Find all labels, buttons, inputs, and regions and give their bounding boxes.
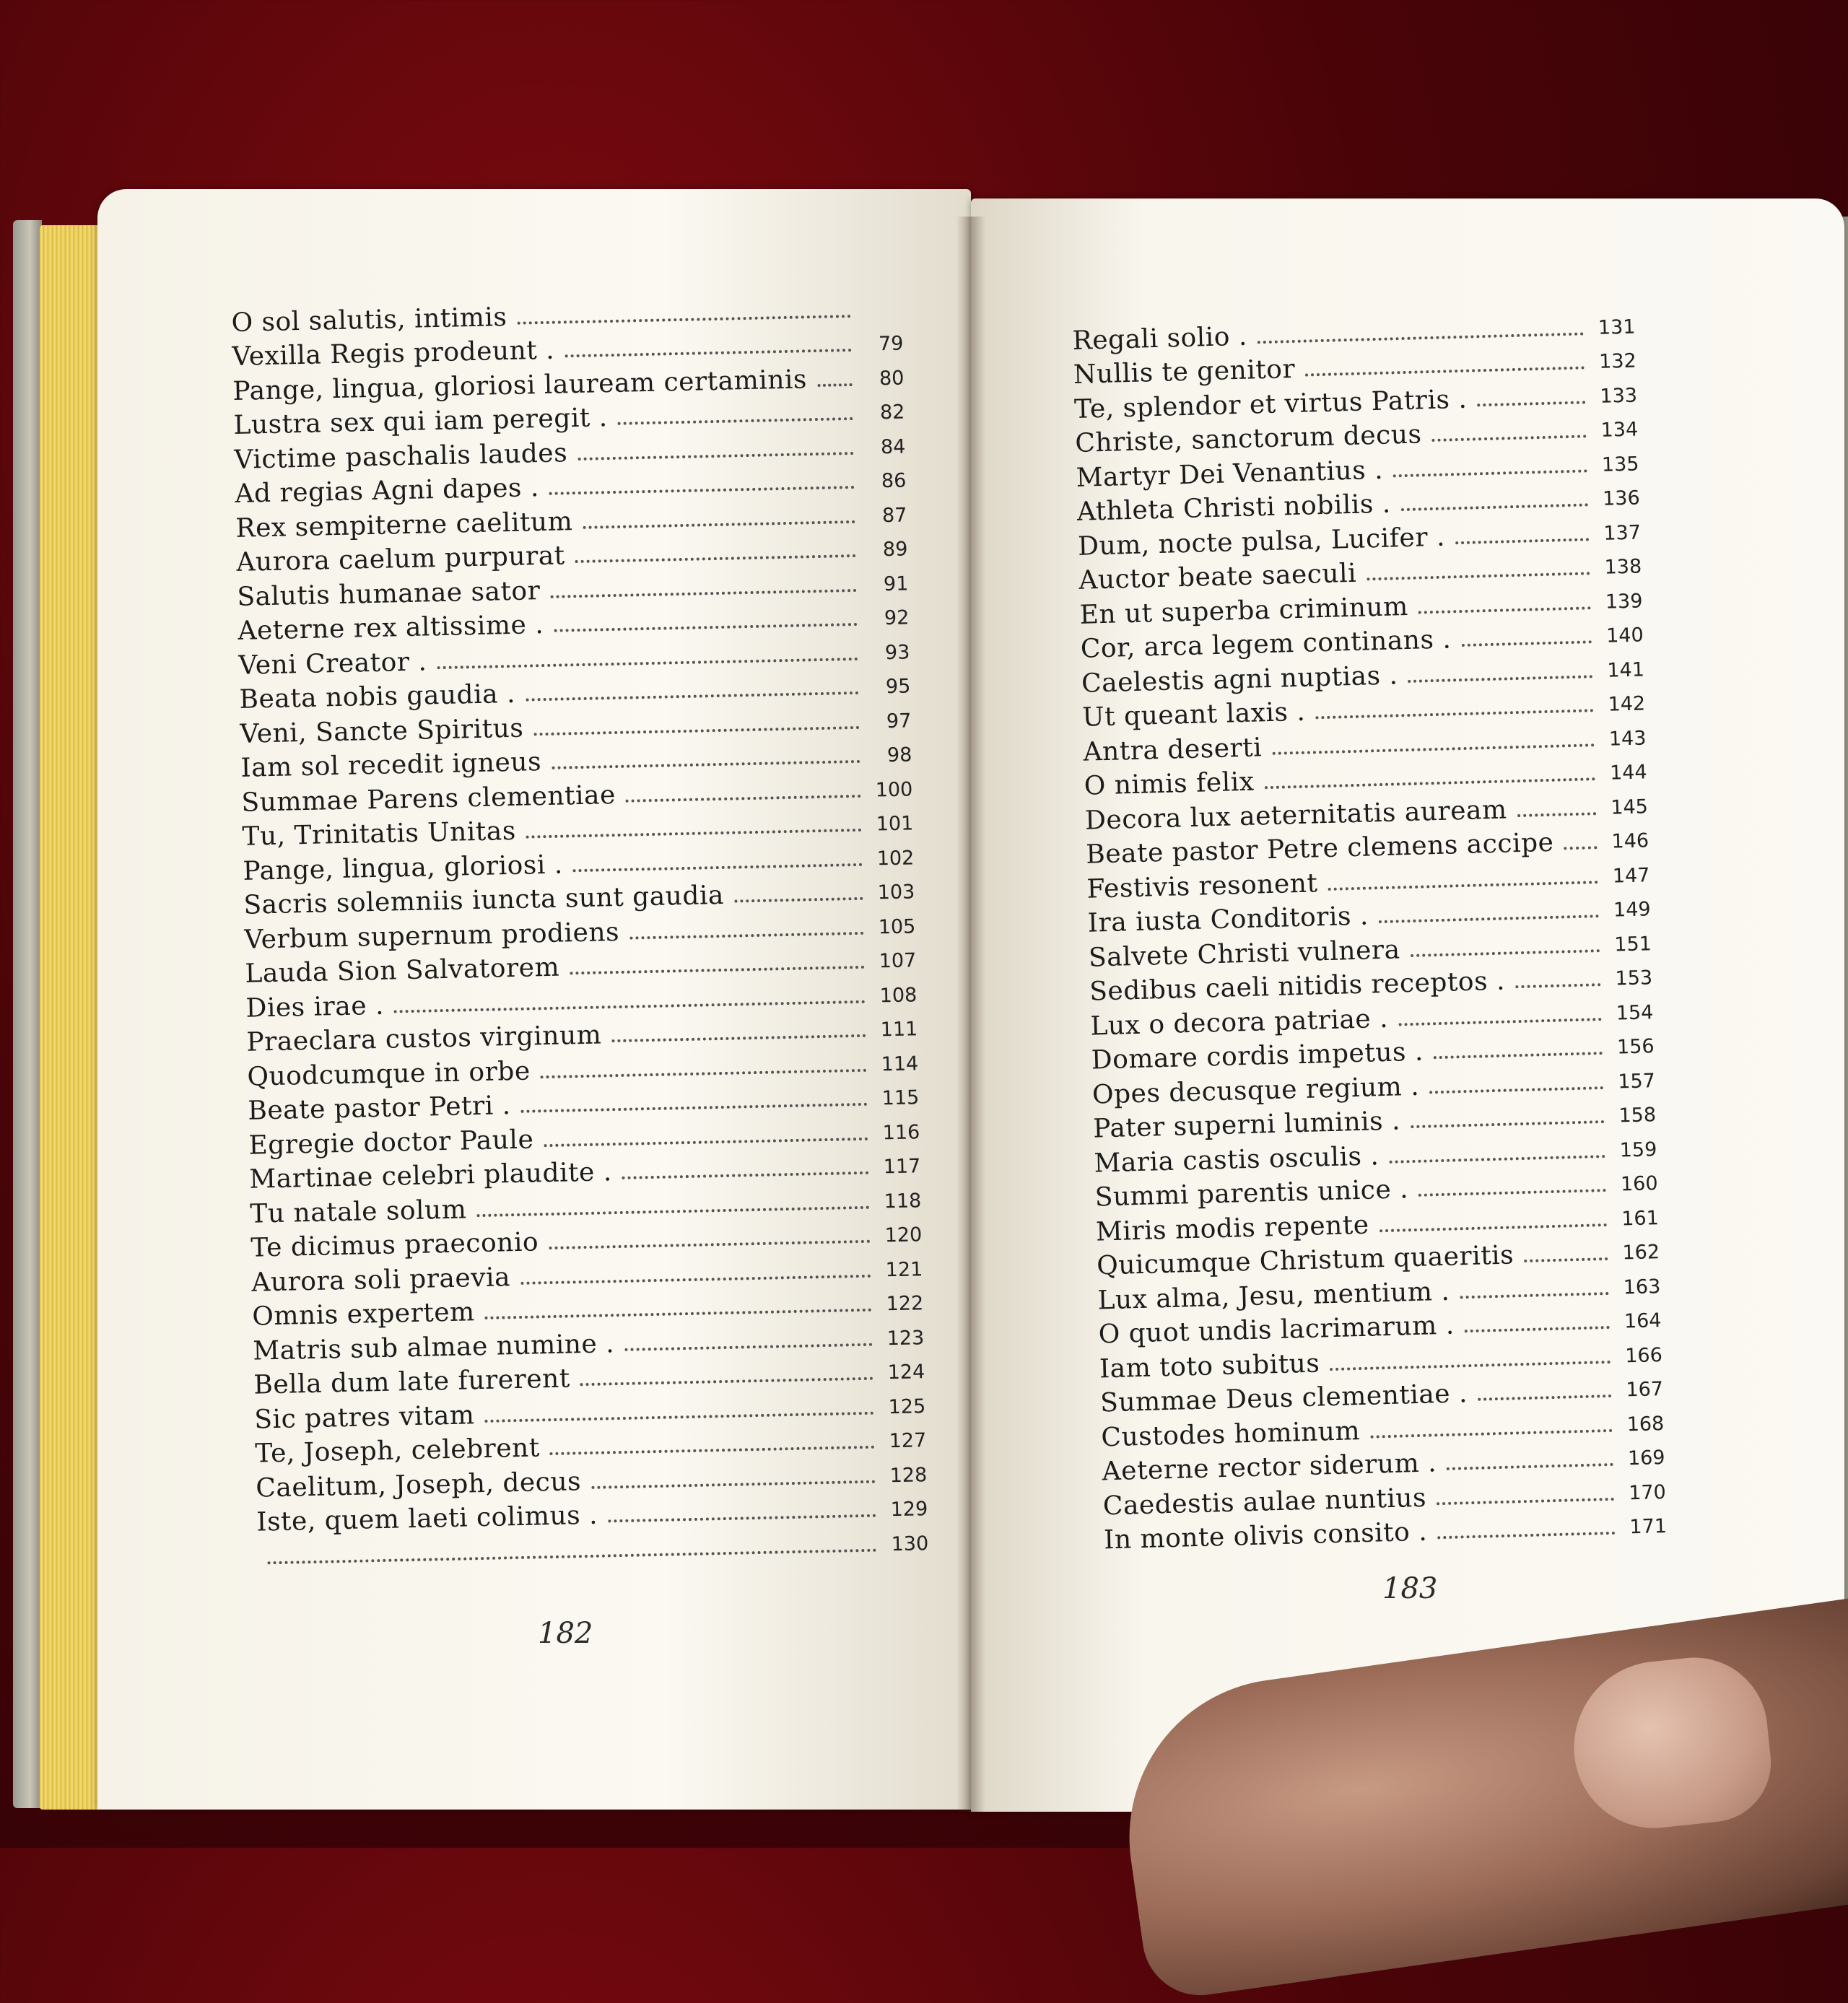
toc-leader-dots	[394, 1000, 865, 1013]
toc-entry-title: Christe, sanctorum decus	[1074, 419, 1422, 458]
toc-leader-dots	[550, 1446, 875, 1455]
toc-entry-page: 136	[1602, 486, 1641, 510]
toc-leader-dots	[1465, 1326, 1610, 1332]
toc-entry-page: 79	[878, 332, 904, 356]
toc-leader-dots	[550, 588, 856, 598]
toc-entry-title: Aurora caelum purpurat	[236, 541, 566, 577]
gilt-page-edges	[40, 225, 101, 1810]
toc-entry-page: 146	[1611, 829, 1649, 853]
toc-leader-dots	[1418, 1189, 1606, 1197]
toc-entry-page: 154	[1616, 1000, 1654, 1025]
toc-entry-title: Sacris solemniis iuncta sunt gaudia	[243, 880, 725, 920]
toc-entry-page: 137	[1603, 520, 1642, 545]
toc-entry-title: Opes decusque regium .	[1091, 1071, 1420, 1110]
toc-leader-dots	[485, 1411, 874, 1422]
toc-entry-page: 135	[1601, 453, 1639, 476]
toc-entry-page: 124	[887, 1361, 925, 1384]
toc-entry-title: Iam sol recedit igneus	[240, 747, 542, 783]
toc-leader-dots	[565, 349, 851, 357]
toc-entry-page: 129	[890, 1498, 928, 1522]
toc-entry-page: 151	[1613, 932, 1652, 956]
toc-leader-dots	[526, 691, 858, 702]
toc-leader-dots	[1429, 1086, 1603, 1094]
toc-leader-dots	[1328, 881, 1598, 891]
toc-entry-page: 97	[886, 709, 912, 733]
toc-leader-dots	[1461, 640, 1591, 647]
toc-entry-title: Rex sempiterne caelitum	[235, 506, 573, 544]
toc-left-list	[231, 289, 929, 1572]
toc-leader-dots	[1564, 846, 1598, 850]
toc-entry-page: 100	[875, 777, 913, 801]
page-number-left: 182	[538, 1617, 593, 1650]
toc-leader-dots	[541, 1068, 867, 1078]
toc-entry-page: 87	[881, 503, 907, 527]
toc-leader-dots	[1460, 1291, 1608, 1298]
toc-entry-title: Victime paschalis laudes	[234, 437, 568, 475]
toc-leader-dots	[1265, 777, 1595, 789]
toc-leader-dots	[580, 1377, 873, 1386]
toc-leader-dots	[629, 931, 863, 939]
toc-entry-title: Nullis te genitor	[1073, 354, 1296, 390]
toc-entry-title: In monte olivis consito .	[1103, 1517, 1428, 1555]
toc-entry-page: 159	[1619, 1138, 1657, 1162]
toc-entry-title: Regali solio .	[1072, 321, 1248, 356]
toc-entry-page: 167	[1626, 1378, 1664, 1402]
toc-entry-page: 141	[1606, 658, 1645, 682]
toc-entry-title: Ut queant laxis .	[1081, 697, 1306, 733]
toc-entry-page: 143	[1608, 726, 1647, 751]
toc-entry-title: O sol salutis, intimis	[231, 302, 507, 338]
toc-entry-title: Aurora soli praevia	[250, 1262, 511, 1298]
toc-entry-title: Lauda Sion Salvatorem	[245, 952, 560, 989]
toc-entry-page: 142	[1608, 692, 1646, 716]
toc-entry-title: Cor, arca legem continans .	[1080, 624, 1452, 664]
toc-leader-dots	[1315, 709, 1593, 719]
toc-entry-title: Veni Creator .	[238, 646, 427, 681]
toc-entry-title: Verbum supernum prodiens	[244, 917, 620, 955]
toc-entry-title: Te dicimus praeconio	[250, 1227, 539, 1263]
toc-entry-page: 127	[889, 1429, 927, 1453]
toc-entry-page: 116	[882, 1120, 920, 1144]
toc-leader-dots	[1434, 1052, 1603, 1059]
toc-leader-dots	[549, 1240, 870, 1249]
toc-entry-page: 147	[1612, 863, 1650, 888]
toc-entry-page: 138	[1604, 555, 1642, 579]
toc-entry-title: Festivis resonent	[1086, 868, 1318, 904]
toc-entry-page: 168	[1626, 1412, 1665, 1436]
toc-leader-dots	[1411, 949, 1600, 957]
toc-leader-dots	[624, 1343, 872, 1350]
toc-entry-page: 149	[1613, 898, 1652, 922]
toc-entry-page: 101	[876, 812, 914, 836]
toc-entry-page: 120	[884, 1223, 923, 1247]
toc-entry-page: 115	[881, 1086, 920, 1110]
toc-entry-title: Te, Joseph, celebrent	[254, 1433, 541, 1469]
toc-entry-title: En ut superba criminum	[1079, 591, 1409, 630]
toc-entry-title: Bella dum late furerent	[253, 1363, 571, 1400]
toc-entry-title: Decora lux aeternitatis auream	[1084, 794, 1508, 836]
page-number-right: 183	[1382, 1572, 1438, 1605]
toc-entry-page: 92	[884, 606, 910, 630]
toc-leader-dots	[1379, 915, 1599, 923]
toc-entry-page: 161	[1621, 1206, 1660, 1230]
toc-leader-dots	[1455, 538, 1589, 544]
toc-entry-page: 117	[883, 1155, 921, 1179]
toc-entry-title: Egregie doctor Paule	[248, 1124, 534, 1161]
toc-entry-title: Quodcumque in orbe	[247, 1056, 531, 1092]
toc-leader-dots	[1272, 743, 1594, 755]
toc-leader-dots	[1398, 1018, 1601, 1026]
toc-leader-dots	[1524, 1257, 1608, 1262]
toc-leader-dots	[1437, 1497, 1614, 1504]
toc-entry-title: Pange, lingua, gloriosi .	[243, 850, 564, 886]
toc-leader-dots	[1411, 1120, 1604, 1128]
toc-entry-page: 98	[886, 743, 912, 767]
toc-leader-dots	[1393, 469, 1587, 477]
toc-entry-title: Martinae celebri plaudite .	[249, 1157, 613, 1195]
toc-entry-page: 108	[879, 983, 918, 1007]
toc-leader-dots	[549, 486, 855, 495]
toc-entry-title: Domare cordis impetus .	[1091, 1037, 1424, 1075]
toc-entry-title: Sic patres vitam	[253, 1400, 475, 1435]
toc-leader-dots	[618, 417, 853, 425]
toc-entry-title: Aeterne rector siderum .	[1102, 1448, 1437, 1487]
toc-leader-dots	[1517, 812, 1596, 817]
toc-leader-dots	[1515, 983, 1600, 988]
toc-leader-dots	[608, 1514, 876, 1523]
toc-leader-dots	[583, 520, 855, 528]
toc-entry-page: 134	[1600, 418, 1639, 442]
toc-leader-dots	[521, 1103, 868, 1113]
toc-leader-dots	[544, 1137, 868, 1146]
toc-entry-title: Beate pastor Petre clemens accipe	[1085, 827, 1554, 870]
toc-entry-title: Te, splendor et virtus Patris .	[1073, 384, 1468, 424]
toc-entry-page: 144	[1609, 761, 1648, 785]
toc-entry-page: 82	[879, 401, 905, 424]
toc-entry-title: Martyr Dei Venantius .	[1076, 455, 1384, 493]
toc-entry-title: Tu, Trinitatis Unitas	[242, 816, 517, 852]
toc-entry-page: 145	[1610, 795, 1649, 819]
toc-entry-page: 158	[1618, 1104, 1657, 1127]
toc-entry-title: Praeclara custos virginum	[246, 1020, 602, 1057]
toc-entry-title: O quot undis lacrimarum .	[1098, 1310, 1455, 1350]
toc-entry-page	[864, 320, 903, 321]
toc-entry-title: Matris sub almae numine .	[252, 1328, 615, 1366]
toc-entry-title: Summi parentis unice .	[1094, 1174, 1409, 1213]
toc-entry-page: 171	[1629, 1515, 1668, 1539]
toc-entry-title: Athleta Christi nobilis .	[1076, 489, 1392, 527]
toc-entry-page: 111	[880, 1018, 918, 1042]
toc-entry-title: Lux o decora patriae .	[1090, 1003, 1389, 1042]
book-cover-left-edge	[13, 220, 42, 1808]
toc-leader-dots	[1408, 675, 1593, 683]
toc-entry-title: Iste, quem laeti colimus .	[256, 1500, 598, 1537]
toc-entry-page: 103	[877, 881, 915, 904]
toc-entry-title: Lustra sex qui iam peregit .	[233, 403, 609, 440]
toc-entry-page: 86	[881, 469, 907, 493]
toc-leader-dots	[1330, 1360, 1611, 1370]
toc-entry-title: Veni, Sancte Spiritus	[240, 713, 524, 749]
toc-leader-dots	[573, 863, 863, 871]
toc-leader-dots	[611, 1034, 866, 1042]
toc-entry-title: Beate pastor Petri .	[248, 1091, 511, 1126]
toc-entry-page: 160	[1620, 1172, 1658, 1196]
toc-leader-dots	[1432, 435, 1587, 442]
toc-entry-title: Iam toto subitus	[1099, 1348, 1320, 1384]
toc-entry-title: Salutis humanae sator	[237, 575, 541, 612]
toc-entry-title: Caelitum, Joseph, decus	[255, 1466, 582, 1504]
toc-leader-dots	[1367, 572, 1590, 580]
toc-leader-dots	[1305, 366, 1585, 376]
toc-entry-page: 105	[878, 915, 916, 938]
toc-entry-title: O nimis felix	[1084, 767, 1255, 801]
toc-entry-page: 95	[885, 675, 911, 699]
toc-leader-dots	[1401, 503, 1588, 511]
toc-leader-dots	[520, 1274, 871, 1284]
toc-entry-title: Summae Deus clementiae .	[1099, 1379, 1468, 1418]
toc-entry-page: 157	[1617, 1069, 1656, 1094]
toc-leader-dots	[622, 1171, 869, 1179]
toc-leader-dots	[1447, 1463, 1613, 1470]
toc-entry-title: Sedibus caeli nitidis receptos .	[1089, 966, 1506, 1007]
toc-entry-title: Dies irae .	[245, 990, 385, 1024]
toc-entry-title: Omnis expertem	[251, 1297, 476, 1332]
toc-entry-page: 133	[1600, 384, 1638, 408]
toc-entry-page: 107	[879, 949, 917, 973]
toc-entry-title: Pater superni luminis .	[1092, 1106, 1401, 1144]
toc-entry-title: Maria castis osculis .	[1094, 1140, 1380, 1179]
toc-leader-dots	[1370, 1428, 1612, 1438]
toc-entry-page: 89	[882, 538, 908, 562]
toc-entry-page: 169	[1627, 1446, 1665, 1470]
toc-leader-dots	[554, 623, 857, 632]
toc-entry-page: 128	[889, 1463, 928, 1487]
toc-entry-title: Caedestis aulae nuntius	[1102, 1483, 1427, 1521]
toc-entry-title: Vexilla Regis prodeunt .	[232, 335, 555, 372]
toc-leader-dots	[517, 315, 850, 325]
toc-leader-dots	[485, 1309, 872, 1319]
toc-leader-dots	[734, 897, 863, 903]
toc-entry-title: Lux alma, Jesu, mentium .	[1097, 1276, 1450, 1316]
toc-entry-page: 125	[888, 1395, 926, 1418]
toc-leader-dots	[533, 725, 859, 735]
toc-entry-title: Aeterne rex altissime .	[237, 610, 544, 646]
toc-entry-title: Auctor beate saeculi	[1078, 558, 1357, 595]
toc-right-list	[1072, 307, 1667, 1555]
toc-entry-title: Dum, nocte pulsa, Lucifer .	[1077, 522, 1446, 562]
toc-leader-dots	[1258, 332, 1584, 344]
toc-entry-page: 156	[1616, 1035, 1655, 1059]
toc-entry-page: 140	[1605, 624, 1644, 647]
toc-leader-dots	[817, 383, 853, 387]
toc-leader-dots	[1418, 606, 1591, 614]
book-gutter	[956, 217, 985, 1812]
toc-entry-page: 84	[880, 435, 906, 458]
toc-entry-page: 153	[1615, 966, 1653, 990]
toc-entry-title: Salvete Christi vulnera	[1088, 934, 1401, 973]
toc-entry-page: 163	[1623, 1275, 1661, 1299]
toc-entry-page: 118	[884, 1189, 922, 1213]
toc-entry-title: Pange, lingua, gloriosi lauream certaminis	[232, 364, 808, 406]
toc-entry-page: 102	[876, 846, 915, 870]
toc-entry-page: 91	[883, 572, 909, 595]
toc-entry-page: 93	[884, 640, 910, 664]
toc-leader-dots	[1478, 1395, 1611, 1401]
toc-entry-title: Antra deserti	[1083, 732, 1263, 767]
toc-entry-page: 80	[879, 366, 905, 390]
toc-leader-dots	[1380, 1223, 1607, 1232]
toc-entry-page: 122	[886, 1292, 924, 1316]
toc-entry-page: 132	[1598, 349, 1637, 373]
toc-leader-dots	[476, 1205, 869, 1216]
toc-leader-dots	[578, 451, 853, 460]
toc-entry-title: Miris modis repente	[1095, 1210, 1370, 1247]
toc-entry-page: 162	[1622, 1241, 1660, 1265]
toc-entry-title: Beata nobis gaudia .	[239, 678, 516, 715]
toc-leader-dots	[526, 829, 862, 839]
toc-entry-page: 123	[886, 1326, 925, 1350]
toc-entry-title: Custodes hominum	[1100, 1415, 1361, 1452]
toc-entry-page: 166	[1624, 1343, 1663, 1367]
toc-leader-dots	[1389, 1155, 1605, 1164]
toc-entry-title: Ira iusta Conditoris .	[1087, 901, 1369, 938]
toc-leader-dots	[575, 554, 856, 563]
toc-entry-page: 131	[1598, 315, 1636, 339]
toc-entry-page: 121	[885, 1257, 923, 1281]
toc-entry-title: Tu natale solum	[250, 1194, 467, 1229]
toc-entry-page: 130	[891, 1532, 929, 1555]
toc-leader-dots	[591, 1480, 875, 1488]
toc-entry-page: 114	[881, 1052, 919, 1075]
toc-leader-dots	[626, 794, 861, 802]
toc-entry-title: Quicumque Christum quaeritis	[1096, 1240, 1514, 1281]
toc-leader-dots	[1477, 401, 1585, 406]
toc-entry-page: 170	[1628, 1480, 1667, 1504]
toc-leader-dots	[1437, 1532, 1615, 1539]
toc-entry-title: Caelestis agni nuptias .	[1081, 660, 1398, 699]
toc-entry-page: 139	[1605, 589, 1643, 614]
toc-entry-title: Summae Parens clementiae	[241, 780, 616, 818]
toc-leader-dots	[570, 966, 864, 975]
toc-entry-title: Ad regias Agni dapes .	[235, 473, 540, 509]
toc-leader-dots	[437, 657, 858, 668]
toc-entry-page: 164	[1623, 1309, 1662, 1333]
toc-leader-dots	[552, 760, 860, 769]
